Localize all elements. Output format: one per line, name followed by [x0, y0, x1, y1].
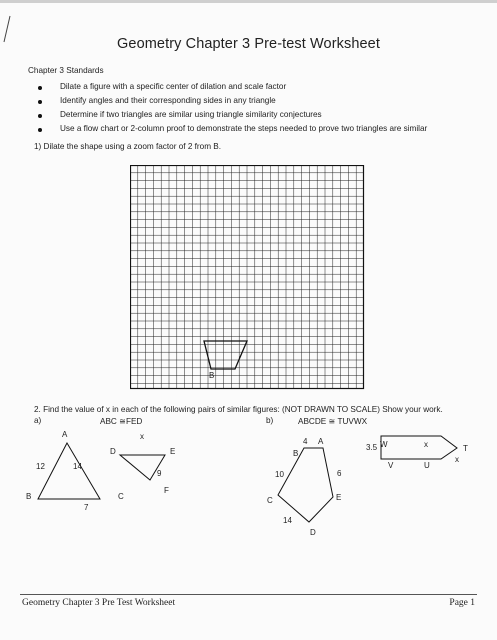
page-title: Geometry Chapter 3 Pre-test Worksheet: [117, 36, 380, 52]
vertex-t-label: T: [463, 444, 468, 453]
graph-grid: [130, 165, 370, 395]
question-2: 2. Find the value of x in each of the following pairs of similar figures: (NOT DRAWN TO SCALE) Show your work.: [34, 405, 443, 414]
vertex-c-label: C: [118, 492, 124, 501]
vertex-b-label: B: [26, 492, 32, 501]
section-heading: Chapter 3 Standards: [28, 66, 104, 75]
side-length-label: 12: [36, 462, 45, 471]
side-length-label: 10: [275, 470, 284, 479]
footer-title: Geometry Chapter 3 Pre Test Worksheet: [22, 598, 176, 608]
triangle-abc: [26, 430, 124, 512]
part-a-label: a): [34, 416, 42, 425]
question-1: 1) Dilate the shape using a zoom factor of 2 from B.: [34, 142, 222, 151]
standard-item: Identify angles and their corresponding sides in any triangle: [60, 96, 276, 105]
bullet-icon: [38, 128, 42, 132]
standard-item: Use a flow chart or 2-column proof to demonstrate the steps needed to prove two triangles are similar: [60, 124, 428, 133]
side-length-label: 4: [303, 437, 308, 446]
vertex-c-label: C: [267, 496, 273, 505]
vertex-u-label: U: [424, 461, 430, 470]
side-length-label: x: [424, 440, 428, 449]
side-length-label: 14: [283, 516, 292, 525]
pentagon-tuvwx: [366, 436, 468, 470]
bullet-icon: [38, 114, 42, 118]
vertex-a-label: A: [62, 430, 68, 439]
side-length-label: 6: [337, 469, 342, 478]
vertex-a-label: A: [318, 437, 324, 446]
bullet-icon: [38, 86, 42, 90]
similar-figures: [0, 425, 497, 535]
side-length-label: 3.5: [366, 443, 378, 452]
part-a-relation: ABC ≅FED: [100, 417, 143, 426]
vertex-d-label: D: [110, 447, 116, 456]
side-length-label: 7: [84, 503, 89, 512]
side-length-label: x: [140, 432, 144, 441]
point-b-label: B: [209, 371, 215, 380]
vertex-e-label: E: [170, 447, 176, 456]
part-b-relation: ABCDE ≅ TUVWX: [298, 417, 368, 426]
part-b-label: b): [266, 416, 274, 425]
pentagon-abcde: [267, 437, 342, 535]
side-length-label: x: [455, 455, 459, 464]
vertex-w-label: W: [380, 440, 388, 449]
scan-top-edge: [0, 0, 497, 3]
standard-item: Dilate a figure with a specific center of dilation and scale factor: [60, 82, 287, 91]
standard-item: Determine if two triangles are similar using triangle similarity conjectures: [60, 110, 322, 119]
side-length-label: 9: [157, 469, 162, 478]
page-number: Page 1: [449, 598, 475, 608]
footer-divider: [20, 594, 477, 595]
trapezoid-shape: [204, 341, 247, 369]
triangle-fed: [110, 432, 175, 495]
bullet-icon: [38, 100, 42, 104]
vertex-d-label: D: [310, 528, 316, 535]
vertex-e-label: E: [336, 493, 342, 502]
vertex-b-label: B: [293, 449, 299, 458]
vertex-v-label: V: [388, 461, 394, 470]
vertex-f-label: F: [164, 486, 169, 495]
side-length-label: 14: [73, 462, 82, 471]
